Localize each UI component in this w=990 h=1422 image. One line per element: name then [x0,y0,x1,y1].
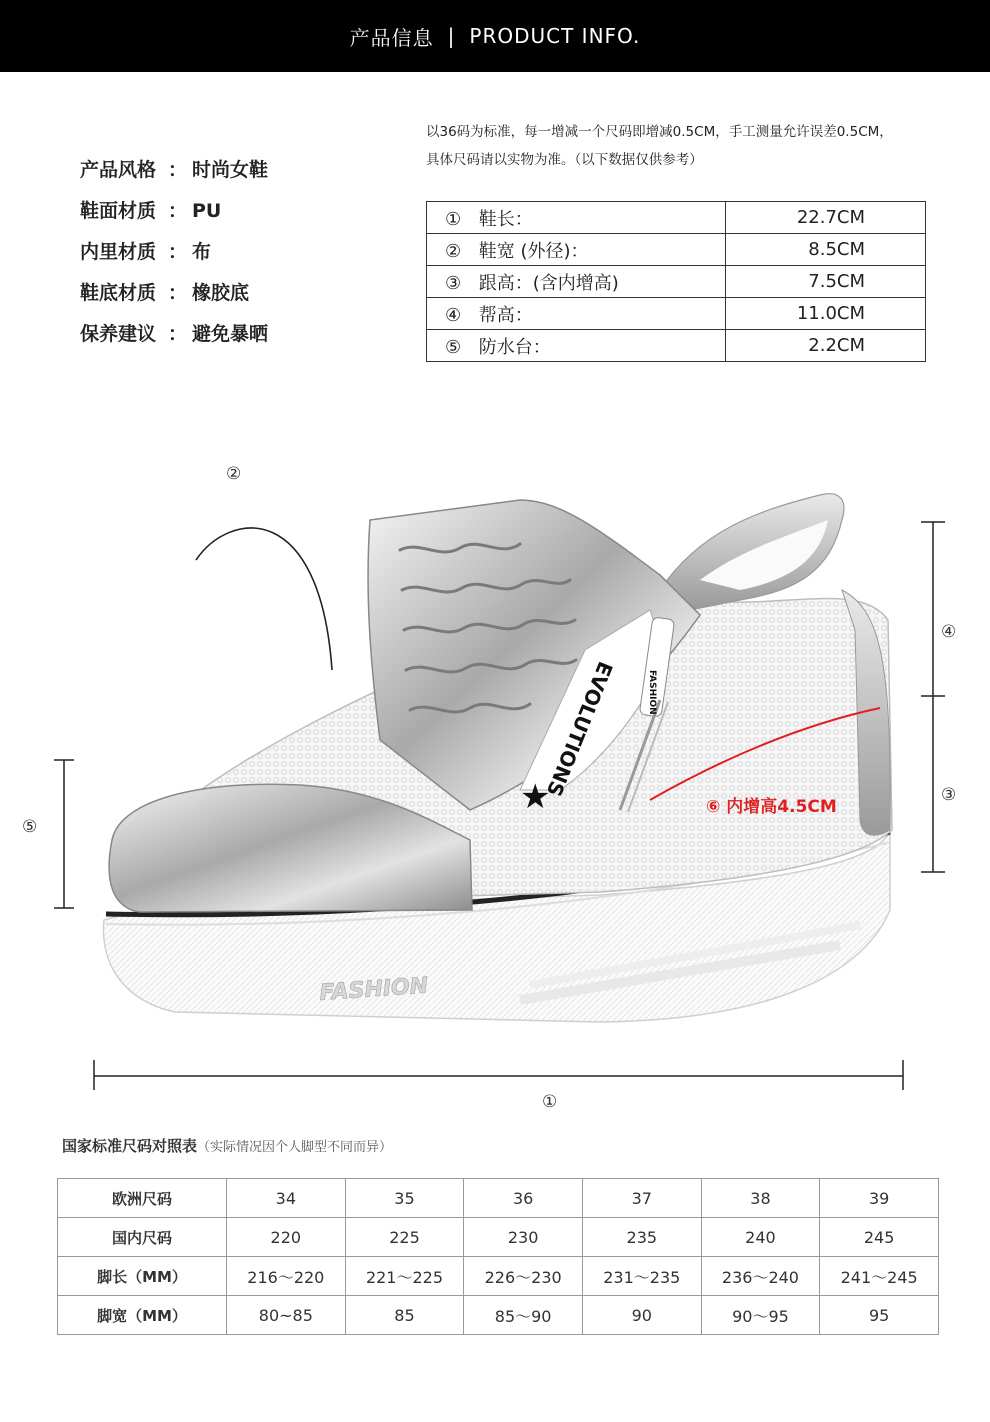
inner-height-label: ⑥ 内增高4.5CM [706,797,837,817]
spec-colon: ： [168,282,188,304]
spec-value: 橡胶底 [192,282,250,304]
spec-colon: ： [168,159,188,181]
height-bracket-right [921,522,945,872]
header-title-cn: 产品信息 [349,25,434,50]
measurement-number: ⑤ [445,336,462,358]
star-icon: ★ [520,777,551,817]
table-cell: 241～245 [820,1257,939,1296]
spec-colon: ： [168,241,188,263]
measurement-label: 跟高：(含内增高) [478,272,619,294]
spec-key: 保养建议 [80,323,157,345]
spec-value: 避免暴晒 [192,323,269,345]
marker-width: ② [226,464,242,484]
measurement-value: 2.2CM [726,330,926,362]
table-row [58,1257,939,1296]
platform-bracket-left [54,760,74,908]
spec-row [80,273,268,314]
marker-platform: ⑤ [22,817,38,837]
table-cell: 90 [582,1296,701,1335]
size-chart-heading: 国家标准尺码对照表 [62,1137,198,1155]
measurement-number: ① [445,208,462,230]
table-row [58,1218,939,1257]
table-cell: 231～235 [582,1257,701,1296]
measurement-label: 帮高： [478,304,533,326]
measurement-value: 22.7CM [726,202,926,234]
table-cell: 85 [345,1296,464,1335]
measurement-label: 鞋长： [478,208,533,230]
table-cell: 35 [345,1179,464,1218]
measurement-label: 鞋宽 (外径)： [478,240,589,262]
size-chart-title [62,1135,392,1156]
table-row [58,1179,939,1218]
table-cell: 225 [345,1218,464,1257]
marker-upper-height: ④ [941,622,957,642]
table-cell: 36 [464,1179,583,1218]
table-cell: 221～225 [345,1257,464,1296]
measurement-row [427,234,926,266]
spec-value: 布 [192,241,212,263]
spec-list [80,150,268,355]
measurement-row [427,266,926,298]
sizing-note-line: 具体尺码请以实物为准。（以下数据仅供参考） [426,152,703,168]
spec-row [80,150,268,191]
row-header: 国内尺码 [58,1218,227,1257]
table-cell: 216～220 [227,1257,346,1296]
table-cell: 236～240 [701,1257,820,1296]
shoe-diagram [0,440,990,1130]
spec-colon: ： [168,200,188,222]
spec-row [80,232,268,273]
size-chart-subtitle: （实际情况因个人脚型不同而异） [197,1140,393,1155]
size-chart-table [57,1178,939,1335]
header-title-en: PRODUCT INFO. [469,24,641,48]
measurement-value: 11.0CM [726,298,926,330]
table-cell: 226～230 [464,1257,583,1296]
measurement-number: ④ [445,304,462,326]
table-cell: 220 [227,1218,346,1257]
table-cell: 85～90 [464,1296,583,1335]
tab-print-text: FASHION [647,670,657,715]
measurement-row [427,202,926,234]
measurement-table [426,201,926,362]
spec-key: 内里材质 [80,241,157,263]
table-cell: 245 [820,1218,939,1257]
table-cell: 230 [464,1218,583,1257]
marker-length: ① [542,1092,558,1112]
header-separator: | [447,24,456,48]
measurement-row [427,330,926,362]
table-cell: 90～95 [701,1296,820,1335]
marker-heel-height: ③ [941,785,957,805]
table-cell: 34 [227,1179,346,1218]
sizing-note-line: 以36码为标准，每一增减一个尺码即增减0.5CM，手工测量允许误差0.5CM， [426,124,893,140]
shoe-illustration [0,440,990,1130]
measurement-row [427,298,926,330]
page-header [0,0,990,72]
spec-key: 鞋面材质 [80,200,157,222]
measurement-number: ② [445,240,462,262]
table-cell: 240 [701,1218,820,1257]
width-arc [196,528,332,670]
sizing-note [426,118,946,174]
table-cell: 80~85 [227,1296,346,1335]
spec-row [80,314,268,355]
spec-key: 鞋底材质 [80,282,157,304]
sole-print-text: FASHION [318,973,429,1006]
measurement-number: ③ [445,272,462,294]
side-print-text: EVOLUTIONS [541,658,618,800]
spec-row [80,191,268,232]
length-bracket [94,1060,903,1090]
measurement-value: 7.5CM [726,266,926,298]
table-cell: 38 [701,1179,820,1218]
table-cell: 37 [582,1179,701,1218]
spec-value: PU [192,200,222,222]
spec-key: 产品风格 [80,159,157,181]
row-header: 脚宽（MM） [58,1296,227,1335]
row-header: 脚长（MM） [58,1257,227,1296]
table-cell: 95 [820,1296,939,1335]
table-row [58,1296,939,1335]
spec-value: 时尚女鞋 [192,159,269,181]
row-header: 欧洲尺码 [58,1179,227,1218]
table-cell: 235 [582,1218,701,1257]
table-cell: 39 [820,1179,939,1218]
measurement-label: 防水台： [478,336,551,358]
measurement-value: 8.5CM [726,234,926,266]
spec-colon: ： [168,323,188,345]
